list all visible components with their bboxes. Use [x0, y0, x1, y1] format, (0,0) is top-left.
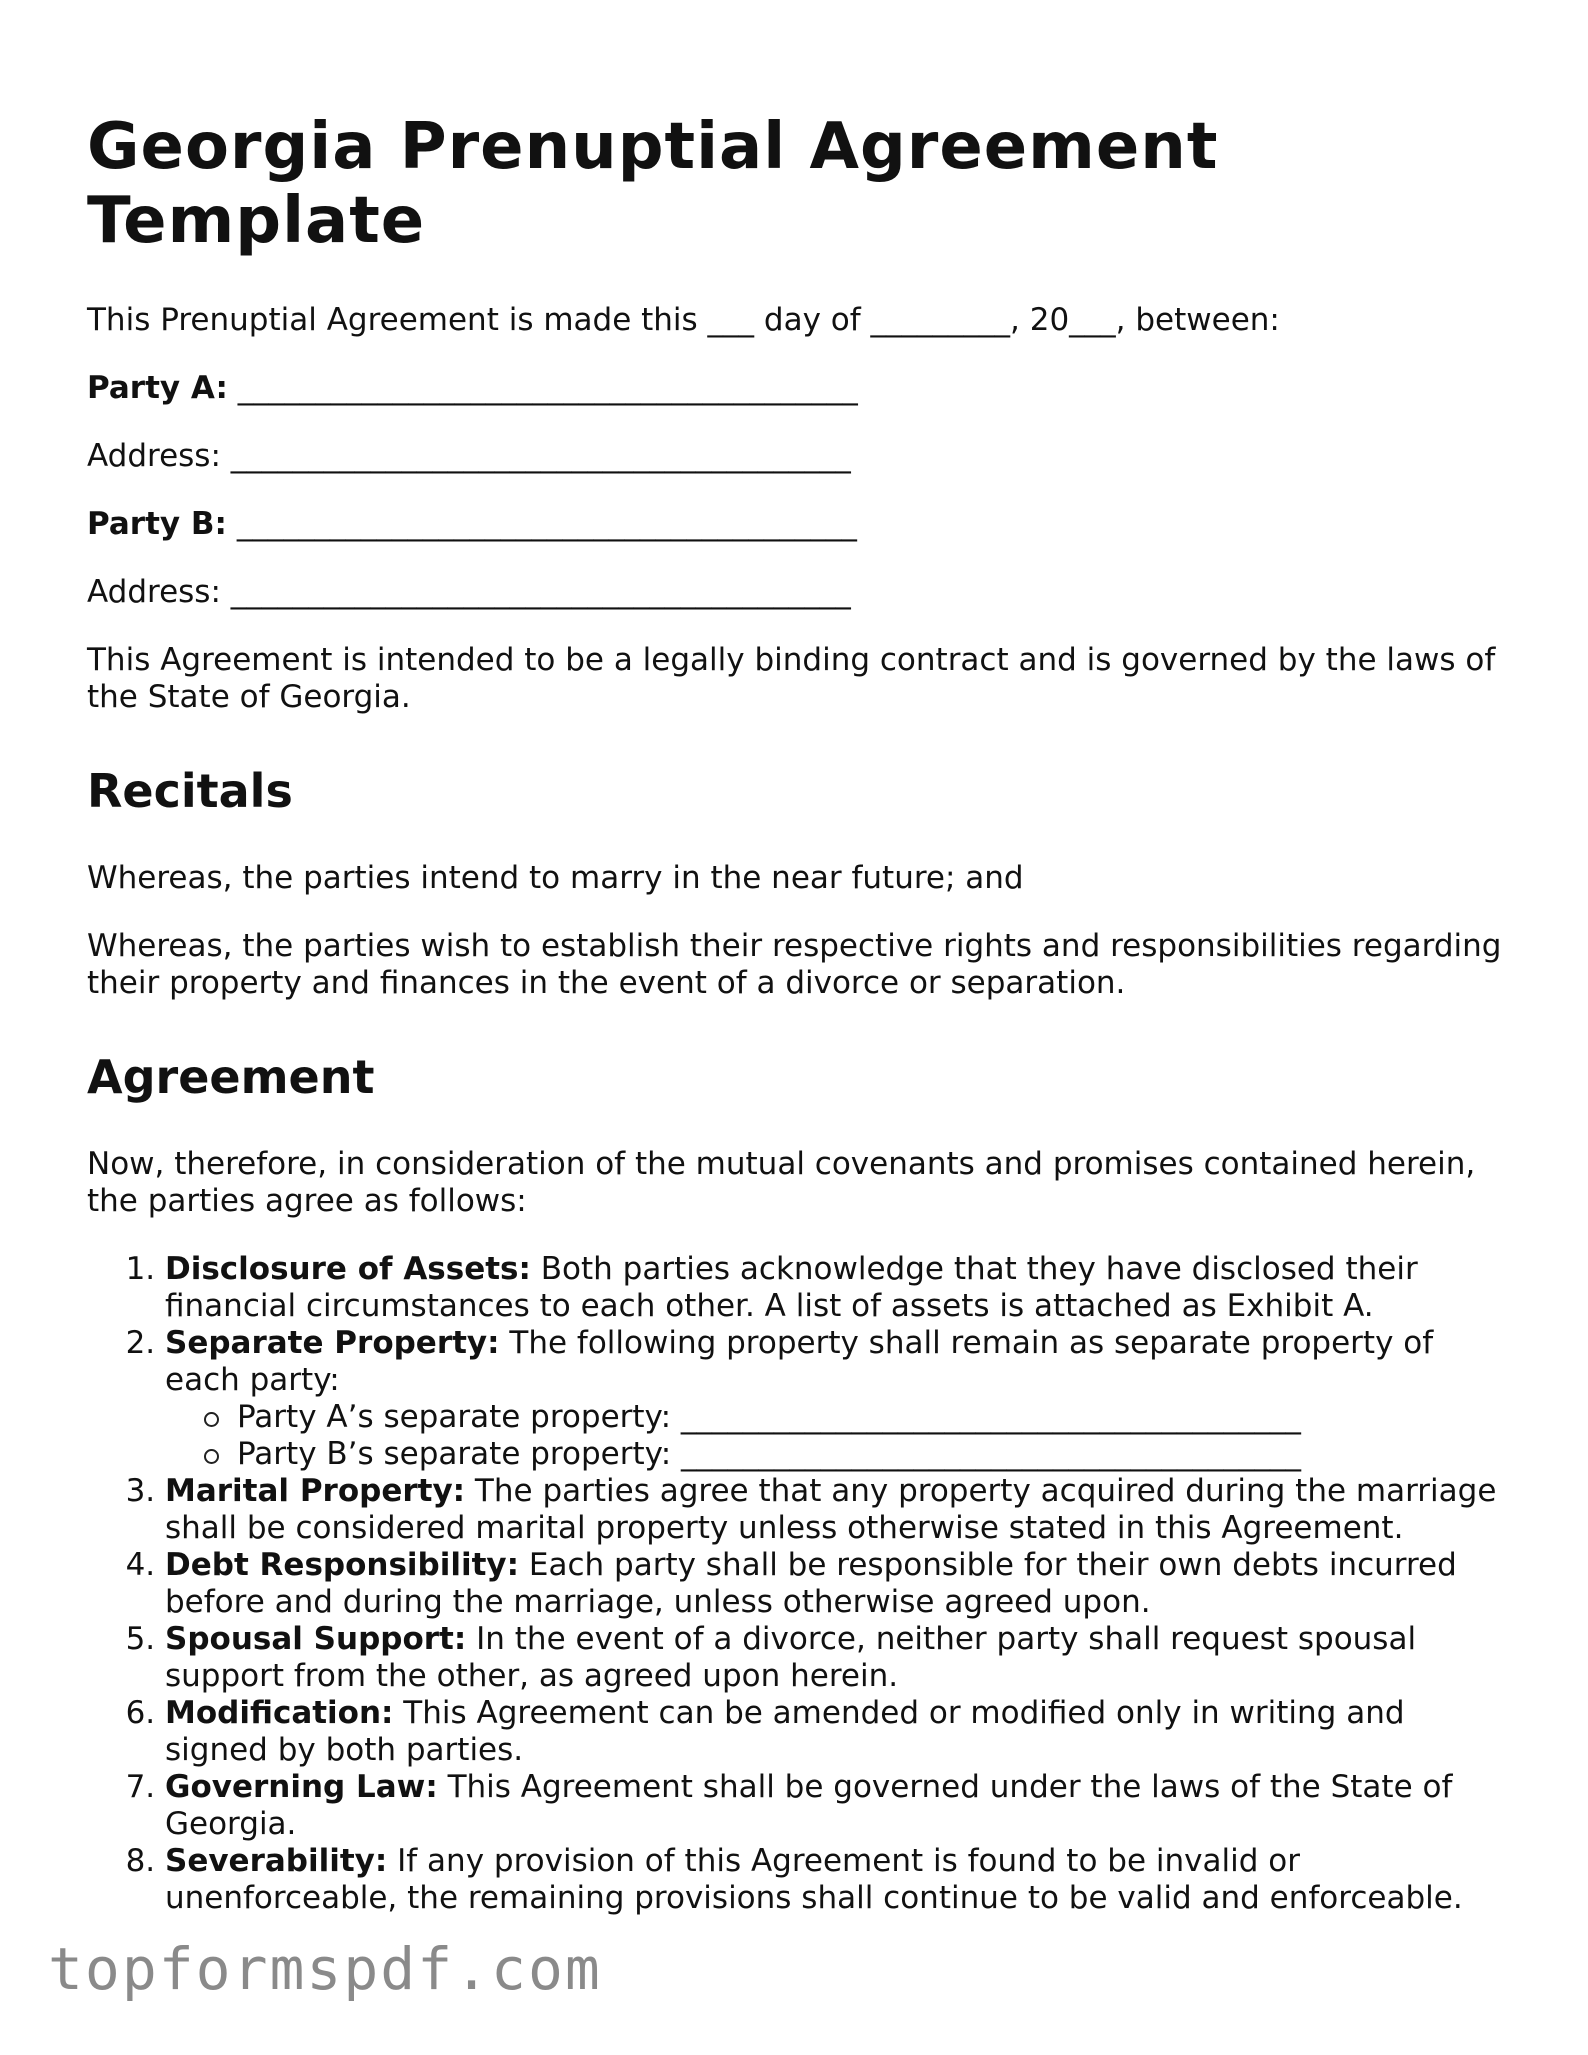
clause-title: Governing Law: — [165, 1769, 438, 1805]
clause-text: This Agreement shall be governed under the laws of the State of Georgia. — [165, 1769, 1453, 1842]
clause-title: Debt Responsibility: — [165, 1547, 520, 1583]
clause-title: Severability: — [165, 1843, 388, 1879]
separate-property-list — [165, 1399, 1507, 1473]
agreement-intro: Now, therefore, in consideration of the mutual covenants and promises contained herein, the parties agree as follows: — [87, 1146, 1476, 1219]
agreement-clause-list — [87, 1251, 1507, 1917]
party-b-label: Party B: — [87, 506, 227, 542]
clause-title: Marital Property: — [165, 1473, 466, 1509]
clause-item — [165, 1325, 1507, 1473]
agreement-heading: Agreement — [87, 1050, 375, 1104]
party-a-line — [87, 370, 1507, 407]
clause-item — [165, 1843, 1507, 1917]
clause-title: Disclosure of Assets: — [165, 1251, 531, 1287]
clause-title: Modification: — [165, 1695, 394, 1731]
party-b-address-line — [87, 574, 1507, 611]
party-a-blank: ________________________________________ — [237, 370, 858, 406]
party-b-address-blank: ________________________________________ — [230, 574, 851, 610]
clause-title: Separate Property: — [165, 1325, 500, 1361]
clause-item — [165, 1473, 1507, 1547]
clause-item — [165, 1695, 1507, 1769]
clause-text: Each party shall be responsible for their own debts incurred before and during the marriage, unless otherwise agreed upon. — [165, 1547, 1457, 1620]
party-b-blank: ________________________________________ — [236, 506, 857, 542]
intro-line: This Prenuptial Agreement is made this ___ day of _________, 20___, between: — [87, 302, 1280, 338]
party-b-address-label: Address: — [87, 574, 221, 610]
watermark: topformspdf.com — [48, 1935, 602, 2003]
clause-item — [165, 1251, 1507, 1325]
clause-text: This Agreement can be amended or modified only in writing and signed by both parties. — [165, 1695, 1405, 1768]
recital-paragraph: Whereas, the parties wish to establish their respective rights and responsibilities regarding their property and finances in the event of a divorce or separation. — [87, 928, 1502, 1001]
party-a-address-label: Address: — [87, 438, 221, 474]
party-a-address-blank: ________________________________________ — [230, 438, 851, 474]
clause-item — [165, 1621, 1507, 1695]
clause-text: If any provision of this Agreement is found to be invalid or unenforceable, the remaining provisions shall continue to be valid and enforceable. — [165, 1843, 1463, 1916]
document-title: Georgia Prenuptial Agreement Template — [87, 110, 1219, 258]
clause-item — [165, 1769, 1507, 1843]
recitals-heading: Recitals — [87, 764, 293, 818]
separate-property-item: Party A’s separate property: ________________________________________ — [237, 1399, 1507, 1436]
clause-text: The parties agree that any property acquired during the marriage shall be considered marital property unless otherwise stated in this Agreement. — [165, 1473, 1497, 1546]
binding-statement: This Agreement is intended to be a legally binding contract and is governed by the laws of the State of Georgia. — [87, 642, 1496, 715]
clause-text: In the event of a divorce, neither party shall request spousal support from the other, as agreed upon herein. — [165, 1621, 1417, 1694]
separate-property-item: Party B’s separate property: ________________________________________ — [237, 1436, 1507, 1473]
clause-text: Both parties acknowledge that they have disclosed their financial circumstances to each other. A list of assets is attached as Exhibit A. — [165, 1251, 1418, 1324]
party-a-label: Party A: — [87, 370, 228, 406]
clause-item — [165, 1547, 1507, 1621]
recital-paragraph: Whereas, the parties intend to marry in the near future; and — [87, 860, 1024, 896]
document-page — [87, 110, 1507, 1917]
clause-text: The following property shall remain as separate property of each party: — [165, 1325, 1434, 1398]
party-b-line — [87, 506, 1507, 543]
party-a-address-line — [87, 438, 1507, 475]
clause-title: Spousal Support: — [165, 1621, 467, 1657]
